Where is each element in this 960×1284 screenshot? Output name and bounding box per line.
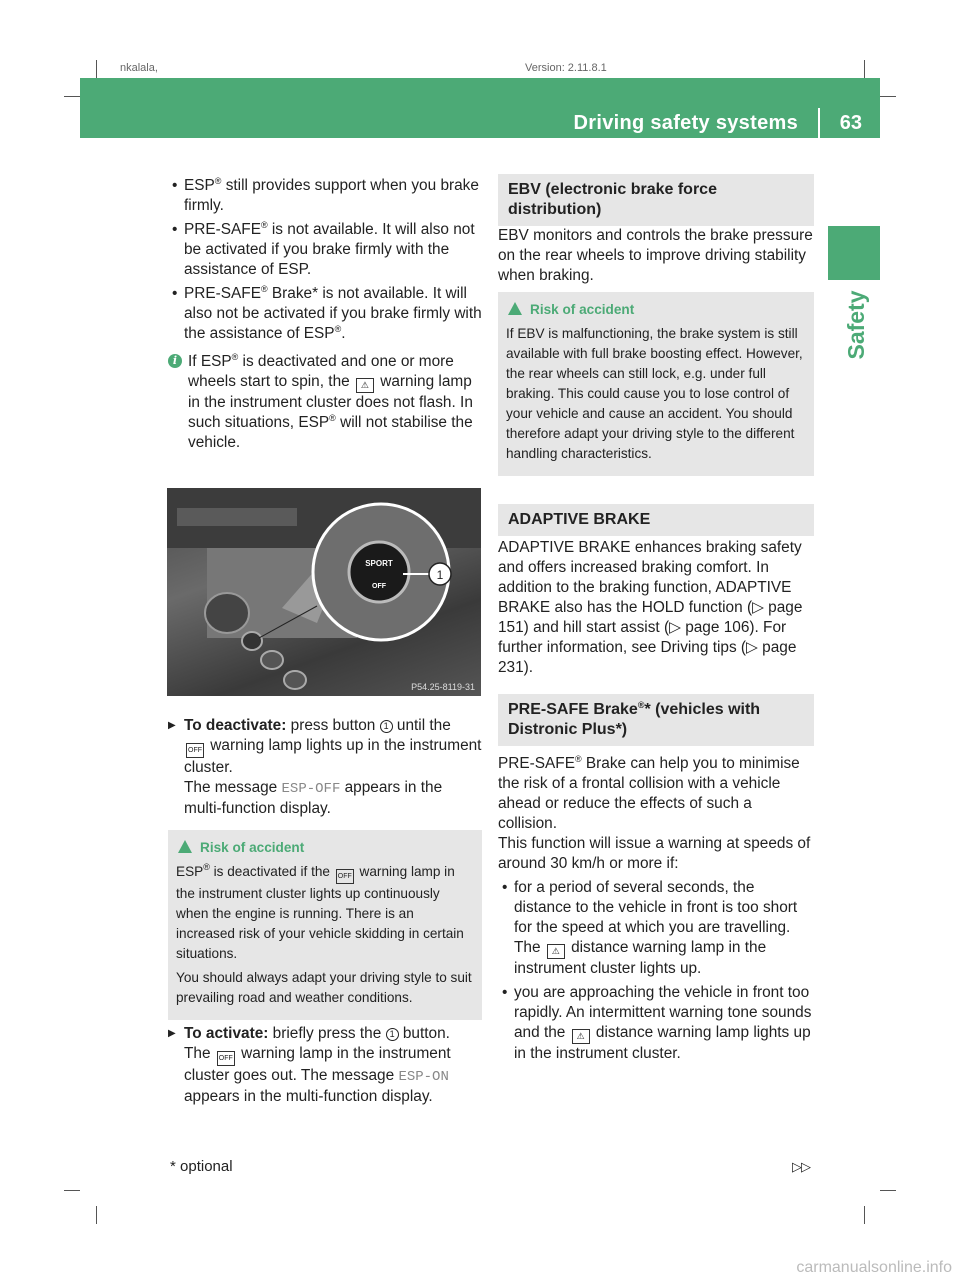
distance-warning-lamp-icon: ⚠ — [572, 1029, 590, 1044]
bullet-text: for a period of several seconds, the distance to the vehicle in front is too short for the speed at which you are travelling. The — [514, 879, 798, 956]
step-text: button. — [398, 1025, 450, 1042]
button-label-bottom: OFF — [372, 583, 386, 590]
warning-text: warning lamp in the instrument cluster lights up continuously when the engine is running. There is an increased risk of your vehicle skidding in certain situations. — [176, 864, 464, 961]
warning-text: ESP — [176, 864, 204, 879]
info-icon: i — [168, 354, 182, 368]
warning-box — [168, 830, 482, 1020]
distance-warning-lamp-icon: ⚠ — [547, 944, 565, 959]
watermark: carmanualsonline.info — [796, 1259, 952, 1276]
registered-mark: ® — [260, 284, 268, 294]
info-note — [168, 352, 484, 453]
ebv-warning-box — [498, 292, 814, 476]
step-text: The — [184, 1045, 215, 1062]
section-label — [826, 290, 886, 360]
crop-mark — [864, 60, 865, 78]
warning-text: is deactivated if the — [209, 864, 334, 879]
deactivate-step — [168, 716, 484, 819]
step-text: briefly press the — [268, 1025, 386, 1042]
registered-mark: ® — [214, 176, 222, 186]
registered-mark: ® — [334, 324, 342, 334]
note-text: If ESP — [188, 353, 232, 370]
left-column — [168, 176, 484, 453]
crop-mark — [880, 96, 896, 97]
heading-text: * (vehicles with Distronic Plus*) — [508, 701, 761, 738]
step-text: appears in the multi-function display. — [184, 1088, 433, 1105]
list-item — [498, 983, 814, 1064]
bullet-text: ESP — [184, 177, 215, 194]
note-text: is deactivated and one or more wheels start to spin, the — [188, 353, 454, 390]
presafe-body — [498, 754, 814, 1068]
bullet-text: is not available. It will also not be activated if you brake firmly with the assistance of ESP. — [184, 221, 475, 278]
presafe-paragraph: This function will issue a warning at speeds of around 30 km/h or more if: — [498, 835, 811, 872]
registered-mark: ® — [231, 352, 239, 362]
list-item — [168, 176, 484, 216]
display-message: ESP-OFF — [281, 781, 341, 797]
bullet-text: you are approaching the vehicle in front too rapidly. An intermittent warning tone sounds and the — [514, 984, 812, 1041]
list-item — [168, 284, 484, 344]
note-text: will not stabilise the vehicle. — [188, 414, 473, 451]
step-text: warning lamp lights up in the instrument cluster. — [184, 737, 482, 776]
presafe-paragraph — [498, 754, 814, 834]
left-activate — [168, 1024, 484, 1111]
crop-mark — [64, 96, 80, 97]
section-tab — [828, 226, 880, 280]
adaptive-brake-heading: ADAPTIVE BRAKE — [498, 504, 814, 536]
bullet-text: distance warning lamp in the instrument cluster lights up. — [514, 939, 767, 977]
control-strip — [177, 508, 297, 526]
list-item — [168, 220, 484, 280]
esp-small-button — [242, 632, 262, 650]
author-meta: nkalala, — [120, 62, 158, 74]
step-text: The message — [184, 779, 282, 796]
rotary-knob — [205, 593, 249, 633]
warning-paragraph: If EBV is malfunctioning, the brake system is still available with full brake boosting effect. However, the rear wheels can still lock, e.g. under full braking. This could cause you to lose control of your vehicle and cause an accident. You should therefore adapt your driving style to the different handling characteristics. — [506, 326, 803, 461]
ebv-text: EBV monitors and controls the brake pressure on the rear wheels to improve driving stability when braking. — [498, 227, 813, 284]
esp-off-button — [349, 542, 409, 602]
display-message: ESP-ON — [398, 1069, 449, 1085]
body-text: PRE-SAFE — [498, 755, 575, 772]
bullet-text: . — [341, 325, 346, 342]
registered-mark: ® — [574, 754, 582, 764]
heading-text: PRE-SAFE Brake — [508, 701, 638, 718]
esp-button-photo — [167, 488, 481, 696]
list-item — [498, 878, 814, 979]
adaptive-brake-text: ADAPTIVE BRAKE enhances braking safety and offers increased braking comfort. In addition to the braking function, ADAPTIVE BRAKE also has the HOLD function (▷ page 151) and hill start assist (▷ page 106). For further information, see Driving tips (▷ page 231). — [498, 539, 803, 676]
bullet-text: PRE-SAFE — [184, 285, 261, 302]
step-text: appears in the multi-function display. — [184, 779, 443, 817]
bullet-text: still provides support when you brake firmly. — [184, 177, 479, 214]
step-label: To deactivate: — [184, 717, 287, 734]
photo-caption: P54.25-8119-31 — [411, 682, 475, 692]
crop-mark — [880, 1190, 896, 1191]
body-text: Brake can help you to minimise the risk of a frontal collision with a vehicle ahead or reduce the effects of such a collision. — [498, 755, 800, 832]
esp-warning-lamp-icon: ⚠ — [356, 378, 374, 393]
photo-illustration — [167, 488, 481, 696]
page-title: Driving safety systems — [573, 112, 798, 134]
callout-number: 1 — [436, 568, 444, 582]
crop-mark — [96, 60, 97, 78]
activate-step — [168, 1024, 484, 1107]
console-button — [261, 651, 283, 669]
button-label-top: SPORT — [365, 559, 393, 568]
footer-optional-note: * optional — [170, 1158, 233, 1175]
section-label-text: Safety — [843, 290, 869, 360]
presafe-heading — [498, 694, 814, 746]
registered-mark: ® — [329, 413, 336, 423]
esp-off-lamp-icon: OFF — [336, 869, 354, 884]
note-text: warning lamp in the instrument cluster does not flash. In such situations, ESP — [188, 373, 473, 431]
warning-paragraph: You should always adapt your driving style to suit prevailing road and weather conditions. — [176, 970, 472, 1005]
registered-mark: ® — [203, 862, 210, 872]
bullet-text: PRE-SAFE — [184, 221, 261, 238]
crop-mark — [64, 1190, 80, 1191]
continue-arrows-icon: ▷▷ — [792, 1159, 810, 1174]
console-button — [284, 671, 306, 689]
step-text: warning lamp in the instrument cluster goes out. The message — [184, 1045, 451, 1084]
bullet-text: distance warning lamp lights up in the instrument cluster. — [514, 1024, 811, 1062]
ebv-heading: EBV (electronic brake force distribution) — [498, 174, 814, 226]
version-meta: Version: 2.11.8.1 — [525, 62, 607, 74]
step-label: To activate: — [184, 1025, 269, 1042]
callout-ref: 1 — [380, 720, 393, 733]
step-text: until the — [392, 717, 451, 734]
header-divider — [818, 108, 820, 138]
left-instructions — [168, 716, 484, 823]
bullet-text: Brake* is not available. It will also not be activated if you brake firmly with the assistance of ESP — [184, 285, 482, 342]
crop-mark — [96, 1206, 97, 1224]
step-text: press button — [286, 717, 380, 734]
registered-mark: ® — [260, 220, 268, 230]
esp-off-lamp-icon: OFF — [217, 1051, 235, 1066]
warning-heading: Risk of accident — [506, 300, 806, 320]
warning-heading: Risk of accident — [176, 838, 474, 858]
callout-ref: 1 — [386, 1028, 399, 1041]
registered-mark: ® — [637, 700, 645, 710]
page-number: 63 — [839, 112, 862, 134]
crop-mark — [864, 1206, 865, 1224]
esp-off-lamp-icon: OFF — [186, 743, 204, 758]
header-bar — [80, 78, 880, 138]
warning-paragraph — [176, 862, 474, 964]
